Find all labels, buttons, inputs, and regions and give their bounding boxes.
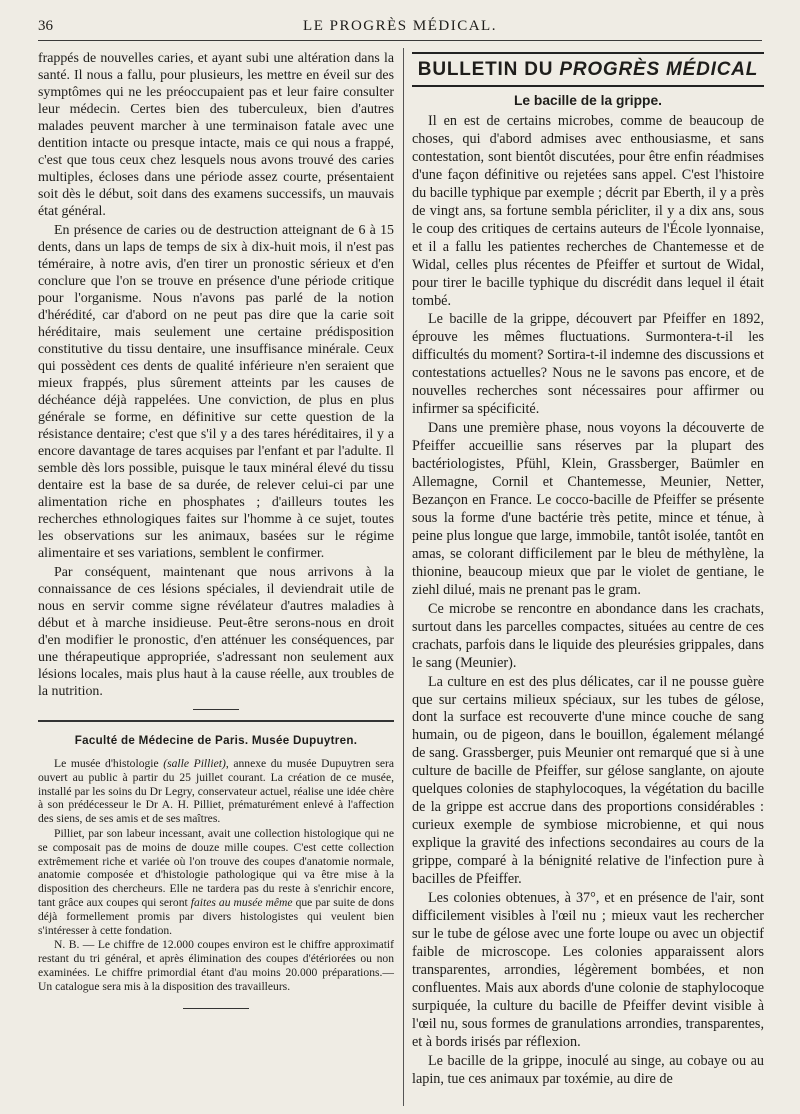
paragraph: Les colonies obtenues, à 37°, et en présence de l'air, sont difficilement visibles à l'œil nu ; mieux vaut les rechercher sur le tube de gélose avec une forte loupe ou avec un objectif faible de microscope. Les colonies apparaissent alors transparentes, arrondies, légèrement bombées, et non confluentes. Mais aux abords d'une colonie de staphylocoque surpiquée, la culture du bacille de Pfeiffer devint visible à l'œil nu, sous formes de granulations arrondies, transparentes, et à bords irisés par réflexion. (412, 889, 764, 1050)
paragraph: Le musée d'histologie (salle Pilliet), annexe du musée Dupuytren sera ouvert au public à partir du 25 juillet courant. La création de ce musée, installé par les soins du Dr Legry, conservateur actuel, réalise une idée chère à son prédécesseur le Dr A. H. Pilliet, prématurément enlevé à l'affection des siens, de ses amis et de ses maîtres. (38, 757, 394, 826)
section-rule (38, 720, 394, 722)
paragraph: frappés de nouvelles caries, et ayant subi une altération dans la santé. Il nous a fallu, pour plusieurs, les mettre en éveil sur des symptômes qui ne les préoccupaient pas et leur faire consulter leur médecin. Certes bien des tuberculeux, bien d'autres malades peuvent marcher à une terminaison fatale avec une dentition intacte ou presque intacte, mais ce qui nous a frappé, c'est que tous ceux chez lesquels nous avons trouvé des caries multiples, écloses dans une période assez courte, présentaient soit dès le début, soit dans des examens successifs, un mauvais état général. (38, 51, 394, 219)
right-column (412, 52, 764, 1088)
column-divider (403, 48, 404, 1106)
bulletin-title: BULLETIN DU PROGRÈS MÉDICAL (412, 52, 764, 87)
paragraph: Pilliet, par son labeur incessant, avait une collection histologique qui ne se composait pas de moins de douze mille coupes. C'est cette collection extrêmement riche et variée où l'on trouve des coupes d'anatomie normale, anatomie composée et d'histologie pathologique qui va être mise à la disposition des chercheurs. Elle ne tardera pas du reste à s'enrichir encore, tant grâce aux coupes qui seront faites au musée même que par suite de dons déjà formellement promis par divers histologistes qui veulent bien s'intéresser à cette fondation. (38, 826, 394, 937)
paragraph: Ce microbe se rencontre en abondance dans les crachats, surtout dans les parcelles compactes, situées au centre de ces crachats, parfois dans le liquide des pleurésies grippales, dans le sang (Meunier). (412, 600, 764, 671)
museum-notice-heading: Faculté de Médecine de Paris. Musée Dupuytren. (74, 734, 358, 747)
paragraph: Il en est de certains microbes, comme de beaucoup de choses, qui d'abord admises avec enthousiasme, et sans contestation, sont bientôt discutées, pour être enfin réadmises d'une façon définitive ou rejetées sans appel. C'est l'histoire du bacille typhique par exemple ; décrit par Eberth, il y a près de vingt ans, sa fortune sembla péricliter, il y a dix ans, sous le coup des critiques de certains auteurs de l'École lyonnaise, et il a fallu les patientes recherches de Chantemesse et de Widal, celles plus récentes de Pfeiffer et surtout de Widal, pour tirer le bacille typhique du discrédit dans lequel il était tombé. (412, 113, 764, 309)
bottom-rule (183, 1008, 249, 1009)
bulletin-article (412, 113, 764, 1088)
article-continuation (38, 50, 394, 700)
bulletin-subtitle: Le bacille de la grippe. (514, 93, 662, 108)
paragraph: La culture en est des plus délicates, car il ne pousse guère que sur certains milieux spéciaux, sur les tubes de gélose, dont la surface est recouverte d'une mince couche de sang humain, ou de pigeon, dans le bouillon, également mélangé de sang. Grassberger, puis Meunier ont remarqué que si à une culture de bacille de Pfeiffer, sur gélose sanglante, on ajoute quelques colonies de staphylocoques, la végétation du bacille de la grippe est accrue dans des proportions considérables : curieux exemple de symbiose microbienne, et qui nous explique la gravité des infections secondaires au cours de la grippe, comparé à la bénignité relative de l'infection pure à bacilles de Pfeiffer. (412, 673, 764, 888)
paragraph: Le bacille de la grippe, découvert par Pfeiffer en 1892, éprouve les mêmes fluctuations. Surmontera-t-il les difficultés du moment? Sortira-t-il indemne des discussions et contestations actuelles? Nous ne le savons pas encore, et de nouvelles recherches sont nécessaires pour affirmer ou infirmer sa spécificité. (412, 311, 764, 418)
running-title: LE PROGRÈS MÉDICAL. (303, 18, 497, 34)
museum-notice (38, 757, 394, 994)
paragraph: Le bacille de la grippe, inoculé au singe, au cobaye ou au lapin, tue ces animaux par toxémie, au dire de (412, 1052, 764, 1087)
left-column (38, 50, 394, 1009)
article-end-rule (193, 709, 239, 710)
page-number: 36 (38, 18, 53, 34)
paragraph: N. B. — Le chiffre de 12.000 coupes environ est le chiffre approximatif restant du tri général, et après élimination des coupes d'étériorées ou non examinées. Le chiffre primordial étant d'au moins 20.000 préparations.— Un catalogue sera mis à la disposition des travailleurs. (38, 938, 394, 993)
paragraph: En présence de caries ou de destruction atteignant de 6 à 15 dents, dans un laps de temps de six à dix-huit mois, il n'est pas téméraire, à notre avis, d'en tirer un pronostic sérieux et d'en conclure que l'on se trouve en présence d'une période critique pour l'organisme. Nous n'avons pas parlé de la notion d'hérédité, car d'abord on ne peut pas dire que la carie soit héréditaire, mais seulement une certaine prédisposition constitutive du tissu dentaire, une insuffisance minérale. Ceux qui possèdent ces dents de qualité inférieure n'en seraient que mieux frappés, plus sûrement atteints par les causes de déchéance déjà rappelées. Une conviction, de plus en plus générale se forme, en définitive sur cette question de la résistance dentaire; c'est que s'il y a des tares héréditaires, il y a encore davantage de tares acquises par l'enfant et par l'adulte. Il semble dès lors possible, puisque le taux minéral élevé du tissu dentaire est la base de sa durée, de relever celui-ci par une alimentation riche en phosphates ; d'ailleurs toutes les recherches ethnologiques faites sur l'homme à ce sujet, toutes les observations sur les animaux, basées sur le régime alimentaire et ses variations, semblent le confirmer. (38, 223, 394, 561)
paragraph: Dans une première phase, nous voyons la découverte de Pfeiffer accueillie sans réserves par la plupart des bactériologistes, Pfühl, Klein, Grassberger, Baümler en Allemagne, Cornil et Chantemesse, Meunier, Netter, Bezançon en France. Le cocco-bacille de Pfeiffer se présente sous la forme d'une bactérie très petite, mince et ténue, à peine plus longue que large, immobile, tantôt isolée, tantôt en amas, se colorant difficilement par le bleu de méthylène, la thionine, beaucoup mieux que par le violet de gentiane, le ziehl dilué, mais ne prenant pas le gram. (412, 420, 764, 598)
paragraph: Par conséquent, maintenant que nous arrivons à la connaissance de ces lésions spéciales, il deviendrait utile de nous en servir comme signe révélateur d'autres maladies à début et à marche insidieuse. Peut-être serons-nous en droit d'en modifier le pronostic, d'en atténuer les conséquences, par une thérapeutique appropriée, s'adressant non seulement aux lésions locales, mais plus haut à la cause réelle, aux troubles de la nutrition. (38, 565, 394, 699)
page-header (38, 18, 762, 41)
